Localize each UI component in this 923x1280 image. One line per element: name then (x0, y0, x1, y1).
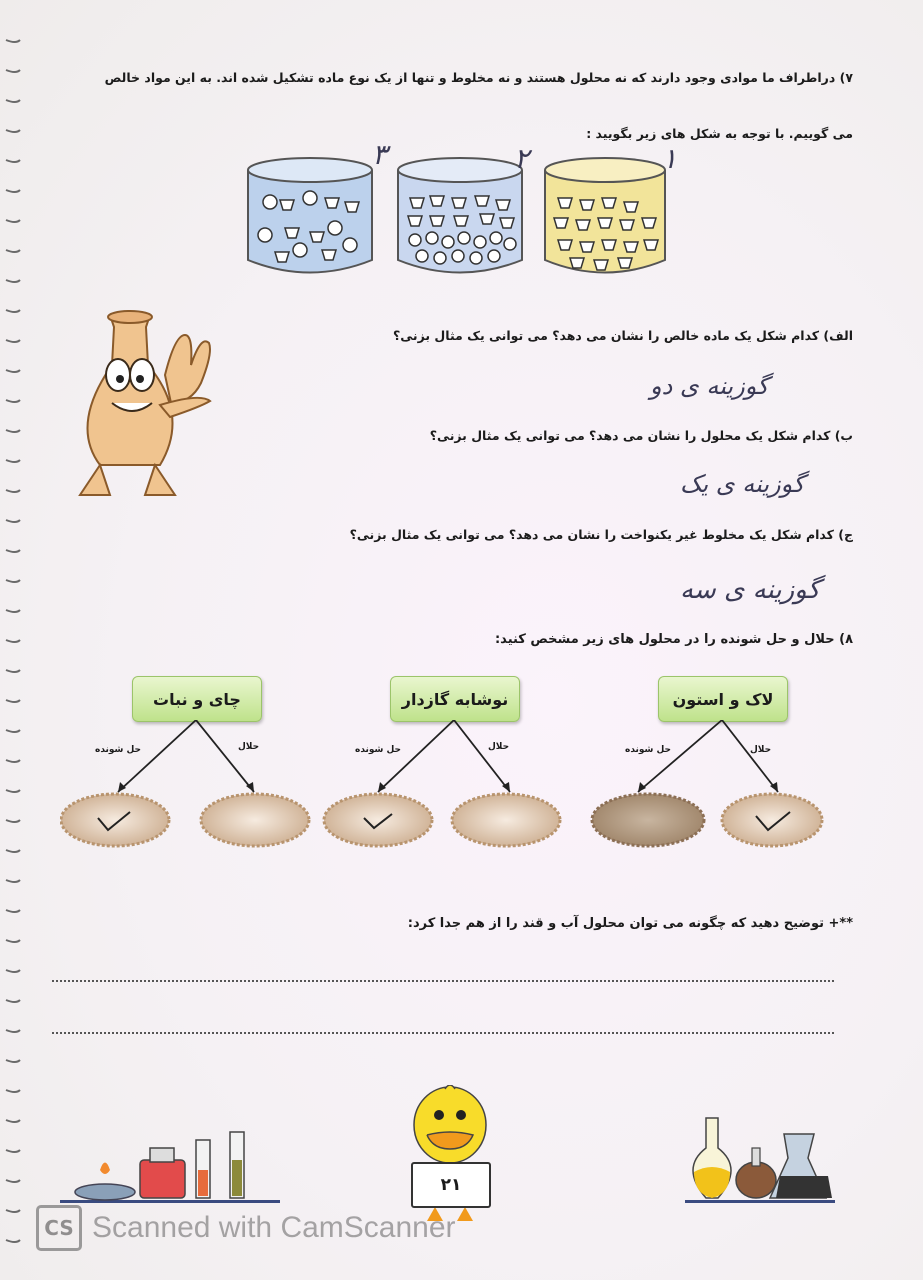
badge-lacquer-solvent[interactable] (722, 794, 822, 846)
beakers-illustration (240, 140, 680, 290)
solvent-label-soda: حلال (488, 742, 510, 752)
badge-tea-solute[interactable] (61, 794, 169, 846)
question-7-part-b: ب) کدام شکل یک محلول را نشان می دهد؟ می توانی یک مثال بزنی؟ (429, 428, 853, 443)
watermark-text: Scanned with CamScanner (92, 1211, 456, 1244)
solute-label-tea: حل شونده (95, 745, 142, 755)
spiral-binding (0, 0, 26, 1280)
extra-question: **+ توضیح دهید که چگونه می توان محلول آب و قند را از هم جدا کرد: (407, 916, 853, 931)
answer-a-handwriting: گوزینه ی دو (650, 372, 769, 400)
solution-box-lacquer-acetone: لاک و استون (658, 676, 788, 722)
flask-mascot-illustration (60, 305, 220, 505)
answer-line-2[interactable] (52, 1032, 834, 1034)
lab-equipment-left-illustration (70, 1130, 270, 1202)
badge-tea-solvent[interactable] (201, 794, 309, 846)
beaker-number-3: ۳ (372, 138, 388, 171)
answer-line-1[interactable] (52, 980, 834, 982)
question-8-title: ۸) حلال و حل شونده را در محلول های زیر مشخص کنید: (494, 632, 853, 647)
beaker-2 (398, 158, 522, 273)
answer-c-handwriting: گوزینه ی سه (680, 575, 820, 605)
solution-box-tea-nabat: چای و نبات (132, 676, 262, 722)
answer-badges (60, 790, 830, 850)
badge-soda-solute[interactable] (324, 794, 432, 846)
question-7-line-2: می گوییم. با توجه به شکل های زیر بگویید : (586, 126, 853, 141)
lab-equipment-right-illustration (684, 1108, 834, 1202)
connector-arrows (60, 720, 840, 800)
beaker-1 (545, 158, 665, 273)
question-7-line-1: ۷) دراطراف ما موادی وجود دارند که نه محلول هستند و نه مخلوط و تنها از یک نوع ماده تشکیل شده اند. به این مواد خالص (104, 70, 853, 85)
answer-b-handwriting: گوزینه ی یک (680, 470, 805, 498)
badge-lacquer-solute[interactable] (592, 794, 704, 846)
beaker-number-2: ۲ (514, 142, 530, 175)
page-number: ۲۱ (411, 1162, 491, 1208)
solution-box-soda: نوشابه گازدار (390, 676, 520, 722)
camscanner-logo-icon: CS (36, 1205, 82, 1251)
solute-label-lacquer: حل شونده (625, 745, 672, 755)
solute-label-soda: حل شونده (355, 745, 402, 755)
beaker-3 (248, 158, 372, 273)
question-7-part-a: الف) کدام شکل یک ماده خالص را نشان می دهد؟ می توانی یک مثال بزنی؟ (393, 328, 853, 343)
solvent-label-tea: حلال (238, 742, 260, 752)
question-7-part-c: ج) کدام شکل یک مخلوط غیر یکنواخت را نشان می دهد؟ می توانی یک مثال بزنی؟ (349, 527, 853, 542)
badge-soda-solvent[interactable] (452, 794, 560, 846)
solvent-label-lacquer: حلال (750, 745, 772, 755)
camscanner-watermark (36, 1205, 456, 1251)
beaker-number-1: ۱ (662, 142, 678, 175)
